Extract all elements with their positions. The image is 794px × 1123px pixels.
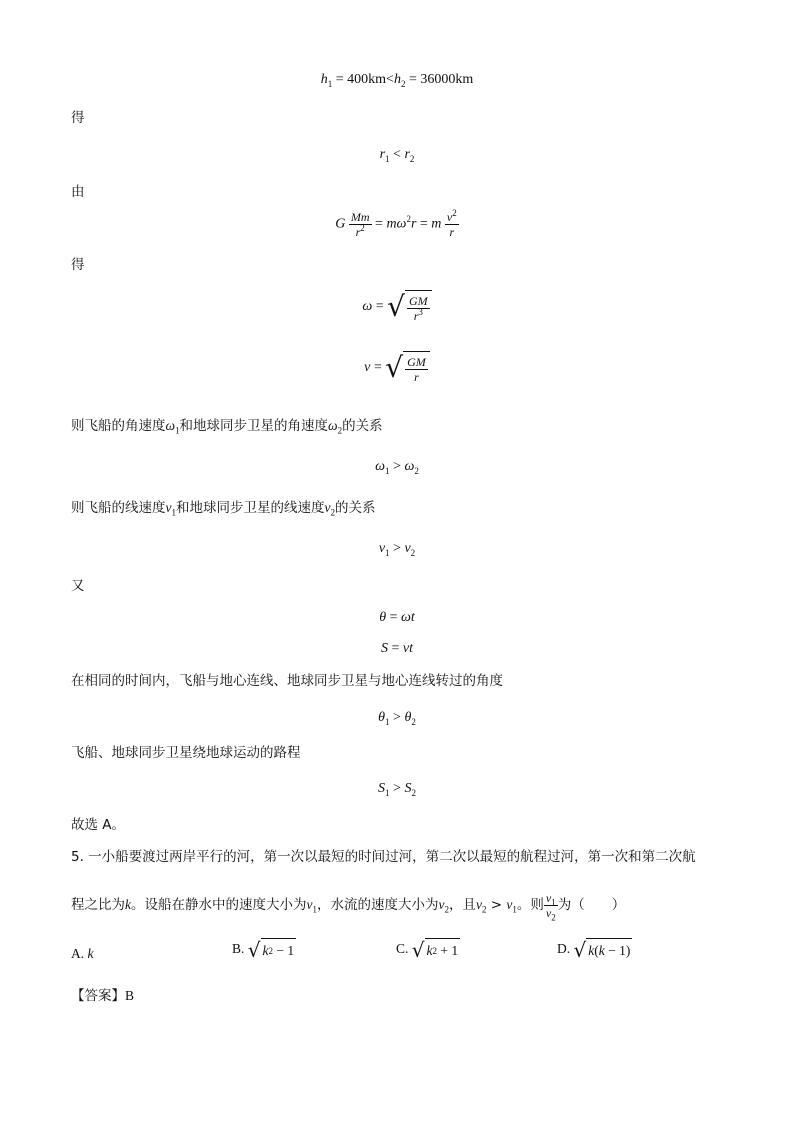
equation-heights: $h_1 = 400km<h_2 = 36000km$ [320,72,474,89]
answer-label: 【答案】 [71,988,125,1004]
text-velocity-relation: 则飞船的线速度$v_1$和地球同步卫星的线速度$v_2$的关系 [71,500,376,518]
equation-theta-compare: $\theta_1 > \theta_2$ [378,710,416,727]
equation-gravity: G $\frac{Mm}{r^2}$ = $m\omega^2r = m$ $\frac{v^2}{r}$ [335,208,457,239]
equation-path: S = vt [380,641,413,656]
equation-omega-compare: $\omega_1 > \omega_2$ [375,459,419,476]
text-angle: 在相同的时间内，飞船与地心连线、地球同步卫星与地心连线转过的角度 [71,673,503,689]
option-d[interactable]: D. √ k ( k − 1) [557,938,631,962]
equation-path-compare: $S_1 > S_2$ [378,781,416,798]
text-you-2: 又 [71,578,85,594]
text-de-2: 得 [71,257,85,273]
option-b[interactable]: B. √ k 2 − 1 [232,938,295,962]
option-a[interactable]: A. k [71,946,94,961]
text-de-1: 得 [71,110,85,126]
equation-velocity-compare: $v_1 > v_2$ [378,541,416,558]
answer-value: B [125,988,135,1003]
equation-velocity: v = √ $\frac{GM}{r}$ [0,351,794,385]
equation-omega: ω = √ $\frac{GM}{r^3}$ [0,290,794,324]
answer-line [71,984,134,1004]
question-5-line-2: 程之比为k。设船在静水中的速度大小为$v_1$，水流的速度大小为$v_2$，且$v_2 > v_1$。则 $\frac{v_1}{v_2}$ 为（ ） [71,890,626,922]
equation-theta: θ = ωt [379,610,415,625]
text-omega-relation: 则飞船的角速度$\omega_1$和地球同步卫星的角速度$\omega_2$的关系 [71,418,383,436]
option-c[interactable]: C. √ k 2 + 1 [396,938,459,962]
question-5-line-1: 5. 一小船要渡过两岸平行的河，第一次以最短的时间过河，第二次以最短的航程过河，第一次和第二次航 [71,849,696,865]
text-path: 飞船、地球同步卫星绕地球运动的路程 [71,745,301,761]
text-you-1: 由 [71,184,85,200]
text-conclusion: 故选 A。 [71,817,126,833]
equation-radii: $r_1 < r_2$ [379,147,415,164]
